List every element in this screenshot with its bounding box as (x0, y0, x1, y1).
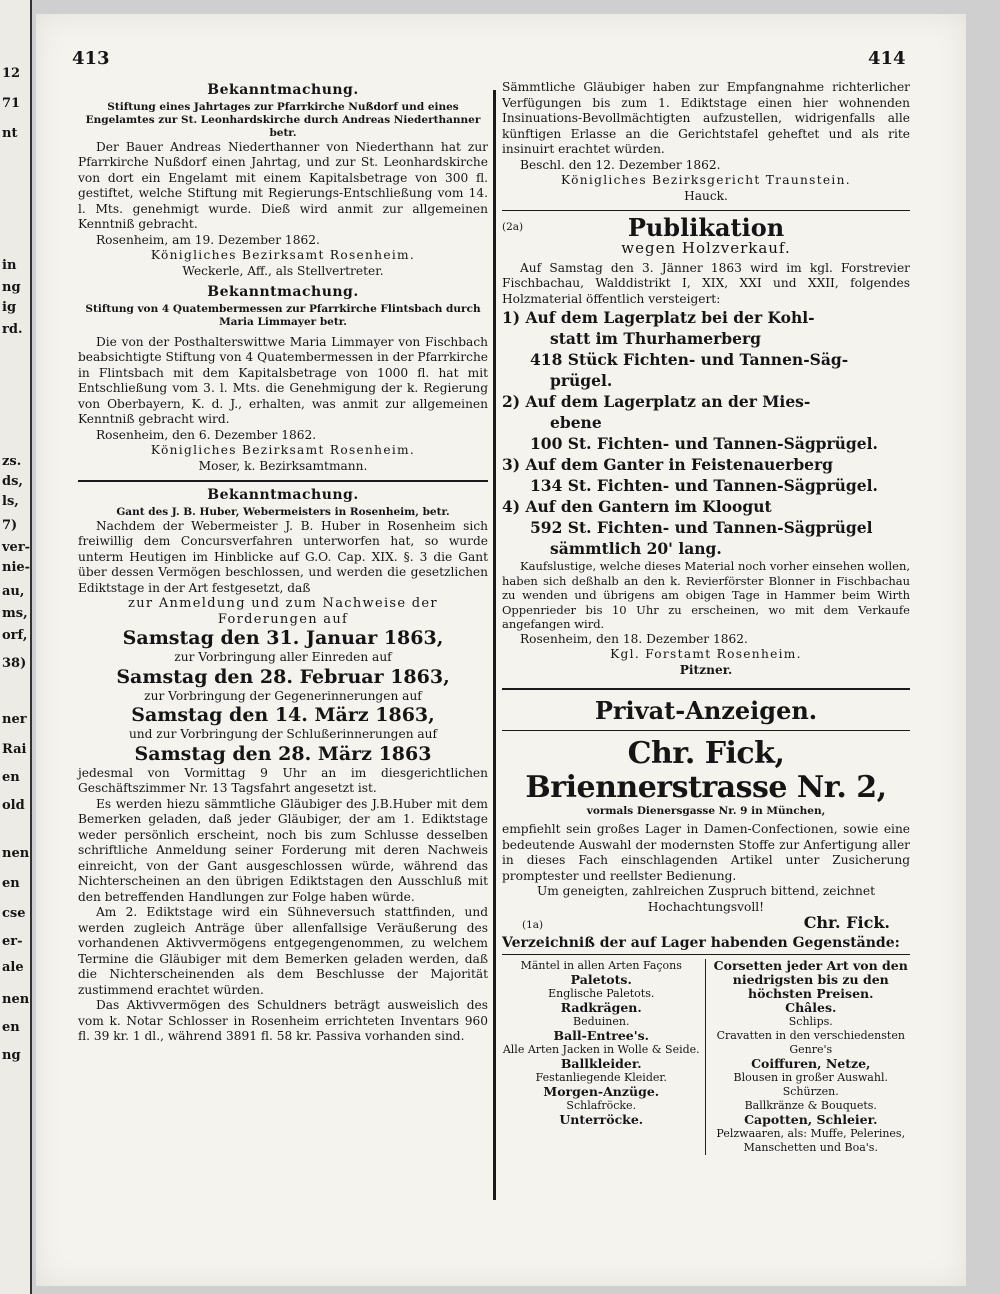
place-date: Rosenheim, am 19. Dezember 1862. (96, 232, 320, 247)
page-number-left: 413 (72, 48, 110, 69)
item-line: 3) Auf dem Ganter in Feistenauerberg (502, 455, 834, 474)
inventory-item: Paletots. (570, 971, 632, 987)
date-line: Samstag den 14. März 1863, (131, 704, 435, 726)
item-line: 100 St. Fichten- und Tannen-Sägprügel. (530, 434, 878, 453)
fragment-text: old (2, 798, 25, 813)
signer: Hauck. (684, 188, 728, 203)
anmeldung-line: zur Anmeldung und zum Nachweise der Forderungen auf (128, 596, 438, 627)
notice-title: Bekanntmachung. (207, 82, 359, 98)
inventory-item: Cravatten in den verschiedensten Genre's (716, 1028, 905, 1056)
notice-paragraph: Das Aktivvermögen des Schuldners beträgt ausweislich des vom k. Notar Schlosser in Rosenheim errichteten Inventars 960 fl. 39 kr. 1 dl., während 3891 fl. 58 kr. Passiva vorhanden sind. (78, 998, 488, 1043)
notice-body: Nachdem der Webermeister J. B. Huber in Rosenheim sich freiwillig dem Concursverfahren unterworfen hat, so wurde unterm Heutigen im Hinblicke auf G.O. Cap. XIX. §. 3 die Gant über dessen Vermögen beschlossen, und werden die gesetzlichen Ediktstage in der Art festgesetzt, daß (78, 518, 488, 595)
notice-subtitle: Stiftung von 4 Quatembermessen zur Pfarrkirche Flintsbach durch Maria Limmayer betr. (85, 302, 481, 328)
item-line: ebene (550, 413, 602, 432)
fragment-text: cse (2, 906, 26, 921)
fragment-text: er- (2, 934, 23, 949)
fragment-text: Rai (2, 742, 27, 757)
item-line: 2) Auf dem Lagerplatz an der Mies- (502, 392, 811, 411)
inventory-item: Corsetten jeder Art von den niedrigsten bis zu den höchsten Preisen. (713, 957, 908, 1001)
fragment-text: ng (2, 280, 21, 295)
inventory-item: Capotten, Schleier. (744, 1111, 878, 1127)
publikation-title: Publikation (627, 213, 785, 242)
inventory-item: Beduinen. (573, 1014, 630, 1028)
signer: Chr. Fick. (803, 913, 890, 932)
fragment-text: in (2, 258, 17, 273)
inventory-item: Festanliegende Kleider. (535, 1070, 667, 1084)
ref-number: (2a) (502, 221, 524, 233)
fragment-text: en (2, 770, 20, 785)
publikation-body: Kaufslustige, welche dieses Material noch vorher einsehen wollen, haben sich deßhalb an den k. Revierförster Blonner in Fischbachau zu wenden und übrigens am obigen Tage in Hammer beim Wirth Oppenrieder bis 10 Uhr zu erscheinen, wo mit dem Verkaufe angefangen wird. (502, 559, 910, 631)
inventory-left-list (502, 959, 706, 1155)
fragment-text: ver- (2, 540, 31, 555)
inventory-item: Ball-Entree's. (553, 1027, 649, 1043)
inventory-item: Alle Arten Jacken in Wolle & Seide. (502, 1042, 700, 1056)
fragment-text: ms, (2, 606, 28, 621)
place-date: Rosenheim, den 6. Dezember 1862. (96, 427, 317, 442)
signer: Moser, k. Bezirksamtmann. (198, 458, 368, 473)
previous-page-edge (0, 0, 32, 1294)
date-line: Samstag den 28. März 1863 (134, 742, 432, 765)
ref-number: (1a) (522, 919, 544, 931)
inventory-item: Radkrägen. (560, 999, 642, 1015)
signer: Pitzner. (679, 662, 733, 677)
time-note: jedesmal von Vormittag 9 Uhr an im diesgerichtlichen Geschäftszimmer Nr. 13 Tagsfahrt angesetzt ist. (78, 765, 488, 795)
inventory-right-list (706, 959, 911, 1155)
item-list (502, 307, 910, 559)
item-line: prügel. (550, 371, 613, 390)
section-rule (502, 730, 910, 731)
fragment-text: 71 (2, 96, 21, 111)
inventory-item: Coiffuren, Netze, (751, 1055, 871, 1071)
fragment-text: en (2, 1020, 20, 1035)
item-line: 134 St. Fichten- und Tannen-Sägprügel. (530, 476, 878, 495)
date-line: Samstag den 31. Januar 1863, (122, 627, 444, 649)
authority: Königliches Bezirksamt Rosenheim. (150, 443, 416, 457)
item-line: 1) Auf dem Lagerplatz bei der Kohl- (502, 308, 815, 327)
section-rule (78, 480, 488, 482)
publikation-intro: Auf Samstag den 3. Jänner 1863 wird im kgl. Forstrevier Fischbachau, Walddistrikt I, XIX, XXI und XXII, folgendes Holzmaterial öffentlich versteigert: (502, 260, 910, 306)
fragment-text: 7) (2, 518, 18, 533)
notice-paragraph: Es werden hiezu sämmtliche Gläubiger des J.B.Huber mit dem Bemerken geladen, daß jeder Gläubiger, der am 1. Ediktstage weder persönlich erscheint, noch bis zum Schlusse desselben schriftliche Anmeldung seiner Forderung mit deren Nachweis einreicht, von der Gant ausgeschlossen würde, während das Nichterscheinen an den übrigen Ediktstagen den Ausschluß mit den betreffenden Handlungen zur Folge haben würde. (78, 796, 488, 904)
item-line: 592 St. Fichten- und Tannen-Sägprügel (530, 518, 873, 537)
advert-sign-row (502, 915, 910, 932)
inventory-item: Schlips. (788, 1014, 833, 1028)
fragment-text: nt (2, 126, 18, 141)
date-note: und zur Vorbringung der Schlußerinnerungen auf (128, 727, 438, 741)
item-line: sämmtlich 20' lang. (550, 539, 722, 558)
fragment-text: ds, (2, 474, 23, 489)
authority: Königliches Bezirksamt Rosenheim. (150, 248, 416, 262)
fragment-text: ng (2, 1048, 21, 1063)
inventory-item: Pelzwaaren, als: Muffe, Pelerines, Manschetten und Boa's. (716, 1126, 906, 1154)
fragment-text: 38) (2, 656, 27, 671)
page-number-right: 414 (868, 48, 906, 69)
publikation-subtitle: wegen Holzverkauf. (621, 239, 791, 257)
authority: Kgl. Forstamt Rosenheim. (610, 647, 802, 661)
firm-heading: Chr. Fick, Briennerstrasse Nr. 2, (525, 736, 887, 805)
notice-subtitle: Gant des J. B. Huber, Webermeisters in Rosenheim, betr. (116, 505, 450, 518)
fragment-text: en (2, 876, 20, 891)
decision-date: Beschl. den 12. Dezember 1862. (520, 157, 721, 172)
publikation-section (502, 215, 910, 678)
notice-title: Bekanntmachung. (207, 284, 359, 300)
item-line: 418 Stück Fichten- und Tannen-Säg- (530, 350, 849, 369)
column-divider (493, 90, 496, 1200)
inventory-item: Unterröcke. (559, 1111, 644, 1127)
inventory-item: Morgen-Anzüge. (543, 1083, 660, 1099)
signer: Weckerle, Aff., als Stellvertreter. (182, 263, 384, 278)
date-note: zur Vorbringung aller Einreden auf (174, 650, 392, 664)
firm-former-address: vormals Dienersgasse Nr. 9 in München, (586, 805, 826, 817)
place-date: Rosenheim, den 18. Dezember 1862. (520, 631, 748, 646)
fragment-text: ale (2, 960, 24, 975)
inventory-item: Schlafröcke. (566, 1098, 637, 1112)
notice-paragraph: Am 2. Ediktstage wird ein Sühneversuch stattfinden, und werden zugleich Anträge über allenfallsige Veräußerung des vorhandenen Aktivvermögens entgegengenommen, zu welchem Termine die Gläubiger mit dem Bemerken geladen werden, daß die Nichterscheinenden als dem Beschlusse der Majorität zustimmend erachtet würden. (78, 905, 488, 997)
inventory-item: Ballkränze & Bouquets. (744, 1098, 877, 1112)
section-rule (502, 688, 910, 690)
fragment-text: orf, (2, 628, 28, 643)
inventory-item: Blousen in großer Auswahl. (733, 1070, 888, 1084)
inventory-item: Châles. (785, 999, 837, 1015)
fragment-text: rd. (2, 322, 23, 337)
left-column (78, 80, 488, 1045)
fragment-text: nen (2, 846, 30, 861)
item-line: statt im Thurhamerberg (550, 329, 762, 348)
fragment-text: 12 (2, 66, 21, 81)
notice-title: Bekanntmachung. (207, 487, 359, 503)
fragment-text: ls, (2, 494, 19, 509)
authority: Königliches Bezirksgericht Traunstein. (561, 173, 851, 187)
notice-body: Sämmtliche Gläubiger haben zur Empfangnahme richterlicher Verfügungen bis zum 1. Ediktstage einen hier wohnenden Insinuations-Bevollmächtigten aufzustellen, widrigenfalls alle künftigen Erlasse an die Gerichtstafel geheftet und als rite insinuirt erachtet würden. (502, 80, 910, 156)
date-line: Samstag den 28. Februar 1863, (116, 665, 450, 688)
notice-body: Die von der Posthalterswittwe Maria Limmayer von Fischbach beabsichtigte Stiftung von 4 Quatembermessen in der Pfarrkirche in Flintsbach mit dem Kapitalsbetrage von 1000 fl. hat mit Entschließung vom 3. l. Mts. die Genehmigung der k. Regierung von Oberbayern, K. d. J., erhalten, was anmit zur allgemeinen Kenntniß gebracht wird. (78, 334, 488, 426)
section-rule (502, 210, 910, 211)
privat-title: Privat-Anzeigen. (594, 696, 818, 725)
fragment-text: ner (2, 712, 27, 727)
fragment-text: zs. (2, 454, 22, 469)
fragment-text: nen (2, 992, 30, 1007)
advert-body: empfiehlt sein großes Lager in Damen-Confectionen, sowie eine bedeutende Auswahl der modernsten Stoffe zur Anfertigung aller in dieses Fach einschlagenden Artikel unter Zusicherung promptester und reellster Bedienung. (502, 822, 910, 883)
right-column (502, 80, 910, 1155)
fragment-text: ig (2, 300, 17, 315)
date-note: zur Vorbringung der Gegenerinnerungen auf (144, 688, 422, 703)
notice-body: Der Bauer Andreas Niederthanner von Niederthann hat zur Pfarrkirche Nußdorf einen Jahrtag, und zur St. Leonhardskirche von dort ein Engelamt mit einem Kapitalsbetrage von 300 fl. gestiftet, welche Stiftung mit Regierungs-Entschließung vom 14. l. Mts. genehmigt wurde. Dieß wird anmit zur allgemeinen Kenntniß gebracht. (78, 139, 488, 231)
inventory-item: Ballkleider. (560, 1055, 642, 1071)
inventory-lists (502, 959, 910, 1155)
fragment-text: au, (2, 584, 25, 599)
inventory-item: Englische Paletots. (548, 986, 655, 1000)
inventory-title: Verzeichniß der auf Lager habenden Gegenstände: (502, 935, 900, 951)
inventory-item: Schürzen. (782, 1084, 839, 1098)
section-rule (502, 954, 910, 955)
advert-greeting: Um geneigten, zahlreichen Zuspruch bittend, zeichnet Hochachtungsvoll! (536, 884, 876, 914)
item-line: 4) Auf den Gantern im Kloogut (502, 497, 772, 516)
inventory-item: Mäntel in allen Arten Façons (520, 958, 682, 972)
notice-subtitle: Stiftung eines Jahrtages zur Pfarrkirche Nußdorf und eines Engelamtes zur St. Leonhardskirche durch Andreas Niederthanner betr. (85, 100, 481, 139)
fragment-text: nie- (2, 560, 31, 575)
